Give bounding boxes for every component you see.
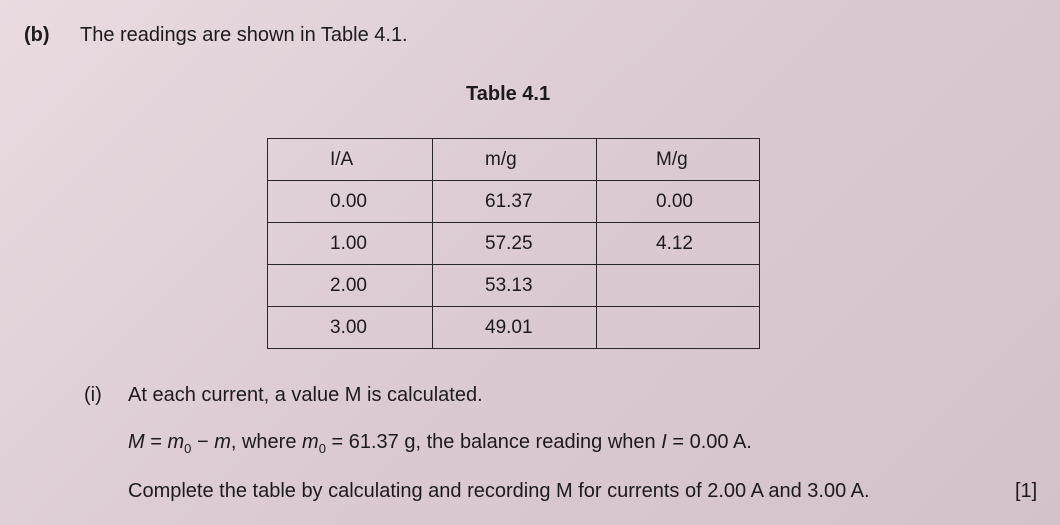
table-row [268, 223, 760, 265]
header-mass-change: M/g [597, 139, 760, 181]
header-current: I/A [268, 139, 433, 181]
cell-balance-reading: 61.37 [433, 181, 597, 223]
instruction-text: Complete the table by calculating and recording M for currents of 2.00 A and 3.00 A. [128, 480, 870, 502]
cell-current: 2.00 [268, 265, 433, 307]
cell-balance-reading: 49.01 [433, 307, 597, 349]
formula-I: I [661, 431, 667, 453]
formula-I-value: = 0.00 A. [672, 431, 752, 453]
cell-mass-change-blank[interactable] [597, 307, 760, 349]
marks-label: [1] [1015, 480, 1038, 502]
table-header-row [268, 139, 760, 181]
formula-where: , where [230, 431, 297, 453]
formula-m0-subscript: 0 [184, 441, 192, 456]
part-intro-text: The readings are shown in Table 4.1. [80, 24, 408, 46]
table-caption: Table 4.1 [466, 83, 551, 105]
cell-current: 1.00 [268, 223, 433, 265]
cell-balance-reading: 57.25 [433, 223, 597, 265]
question-text: At each current, a value M is calculated. [128, 384, 483, 406]
formula-m0: m [167, 431, 185, 453]
cell-mass-change-blank[interactable] [597, 265, 760, 307]
formula-m0-second-subscript: 0 [318, 441, 326, 456]
formula-line [128, 431, 752, 456]
table-row [268, 307, 760, 349]
formula-m0-second: m [302, 431, 319, 453]
cell-mass-change: 0.00 [597, 181, 760, 223]
formula-M: M [128, 431, 145, 453]
readings-table [267, 138, 760, 349]
cell-current: 3.00 [268, 307, 433, 349]
formula-equals: = [150, 431, 162, 453]
formula-m: m [214, 431, 231, 453]
cell-balance-reading: 53.13 [433, 265, 597, 307]
formula-minus: − [196, 431, 209, 453]
part-label: (b) [24, 24, 50, 46]
cell-mass-change: 4.12 [597, 223, 760, 265]
table-row [268, 181, 760, 223]
header-balance-reading: m/g [433, 139, 597, 181]
formula-value: = 61.37 g, the balance reading when [331, 431, 656, 453]
question-label: (i) [84, 384, 102, 406]
cell-current: 0.00 [268, 181, 433, 223]
table-row [268, 265, 760, 307]
